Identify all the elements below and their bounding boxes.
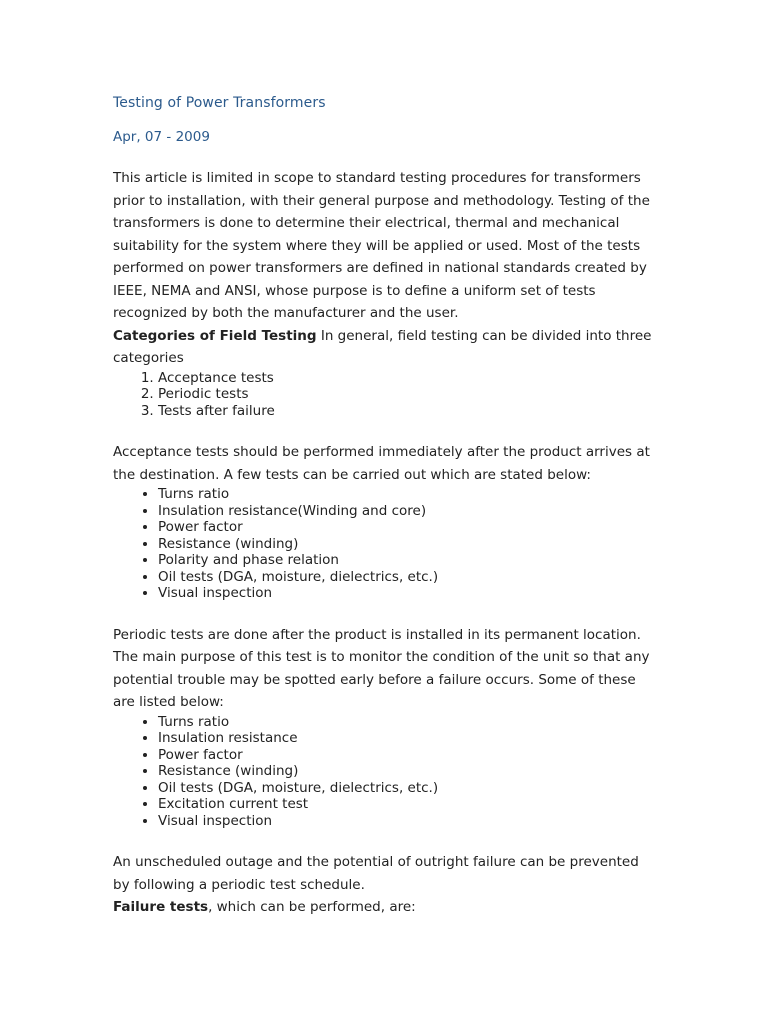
list-item: • Power factor — [158, 747, 658, 764]
categories-paragraph — [113, 325, 658, 370]
list-item: • Oil tests (DGA, moisture, dielectrics, etc.) — [158, 569, 658, 586]
list-item: 2. Periodic tests — [158, 386, 658, 403]
article-date: Apr, 07 - 2009 — [113, 129, 210, 145]
outage-paragraph: An unscheduled outage and the potential of outright failure can be prevented by following a periodic test schedule. — [113, 854, 639, 893]
failure-paragraph — [113, 896, 658, 919]
categories-list — [113, 370, 658, 420]
list-item: • Turns ratio — [158, 486, 658, 503]
list-item: • Visual inspection — [158, 585, 658, 602]
list-item: • Insulation resistance(Winding and core) — [158, 503, 658, 520]
intro-paragraph: This article is limited in scope to standard testing procedures for transformers prior to installation, with their general purpose and methodology. Testing of the transformers is done to determine their electrical, thermal and mechanical suitability for the system where they will be applied or used. Most of the tests performed on power transformers are defined in national standards created by IEEE, NEMA and ANSI, whose purpose is to define a uniform set of tests recognized by both the manufacturer and the user. — [113, 170, 650, 321]
article-title: Testing of Power Transformers — [113, 95, 326, 111]
list-item: • Insulation resistance — [158, 730, 658, 747]
article-body — [113, 167, 658, 919]
acceptance-paragraph: Acceptance tests should be performed immediately after the product arrives at the destination. A few tests can be carried out which are stated below: — [113, 444, 650, 483]
list-item: • Polarity and phase relation — [158, 552, 658, 569]
failure-heading: Failure tests — [113, 899, 209, 915]
list-item: • Turns ratio — [158, 714, 658, 731]
categories-heading: Categories of Field Testing — [113, 327, 317, 344]
list-item: • Power factor — [158, 519, 658, 536]
periodic-tests-list — [113, 714, 658, 830]
failure-text: , which can be performed, are: — [208, 899, 416, 915]
list-item: • Oil tests (DGA, moisture, dielectrics, etc.) — [158, 780, 658, 797]
list-item: • Resistance (winding) — [158, 763, 658, 780]
list-item: • Visual inspection — [158, 813, 658, 830]
list-item: 1. Acceptance tests — [158, 370, 658, 387]
list-item: 3. Tests after failure — [158, 403, 658, 420]
periodic-paragraph: Periodic tests are done after the product is installed in its permanent location. The main purpose of this test is to monitor the condition of the unit so that any potential trouble may be spotted early before a failure occurs. Some of these are listed below: — [113, 626, 650, 710]
categories-text: In general, field testing can be divided into three categories — [113, 327, 652, 366]
list-item: • Resistance (winding) — [158, 536, 658, 553]
list-item: • Excitation current test — [158, 796, 658, 813]
acceptance-tests-list — [113, 486, 658, 602]
